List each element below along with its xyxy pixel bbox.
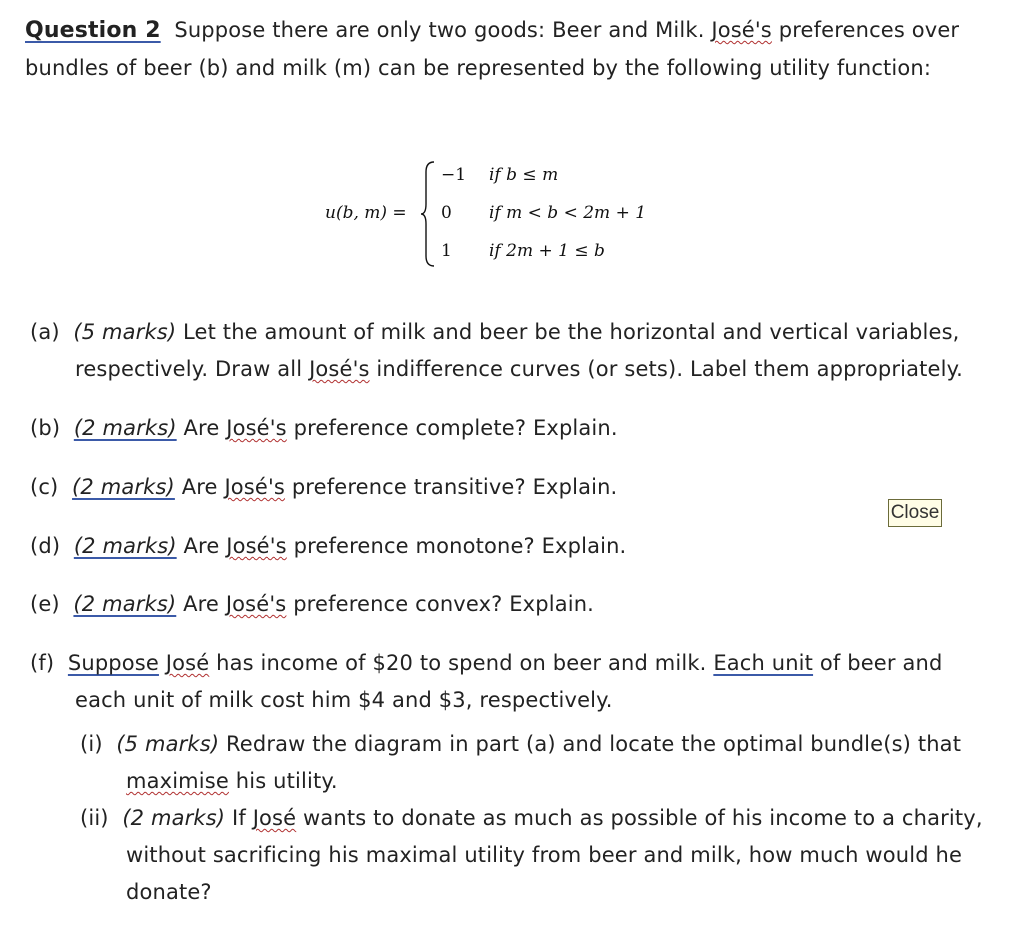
part-a-line1: (a) (5 marks) Let the amount of milk and beer be the horizontal and vertical variables,	[30, 320, 960, 344]
formula-lhs: u(b, m) =	[325, 203, 407, 223]
formula-case-2-value: 0	[441, 203, 452, 223]
part-a-line2: respectively. Draw all José's indifference curves (or sets). Label them appropriately.	[75, 357, 963, 381]
formula-case-2-condition: if m < b < 2m + 1	[489, 203, 647, 223]
close-button[interactable]: Close	[888, 499, 942, 527]
part-f-line2: each unit of milk cost him $4 and $3, respectively.	[75, 688, 613, 712]
question-label: Question 2	[25, 18, 161, 43]
part-f-ii-line3: donate?	[126, 880, 212, 904]
formula-case-3-value: 1	[441, 241, 452, 261]
formula-brace	[420, 160, 436, 268]
part-f-ii-line2: without sacrificing his maximal utility from beer and milk, how much would he	[126, 843, 963, 867]
part-b: (b) (2 marks) Are José's preference complete? Explain.	[30, 416, 618, 440]
formula-case-3-condition: if 2m + 1 ≤ b	[489, 241, 605, 261]
question-intro-line2: bundles of beer (b) and milk (m) can be represented by the following utility function:	[25, 56, 932, 80]
formula-case-1-condition: if b ≤ m	[489, 165, 559, 185]
part-d: (d) (2 marks) Are José's preference monotone? Explain.	[30, 534, 627, 558]
part-c: (c) (2 marks) Are José's preference transitive? Explain.	[30, 475, 618, 499]
part-f-ii-line1: (ii) (2 marks) If José wants to donate as much as possible of his income to a charity,	[80, 806, 983, 830]
part-f-i-line2: maximise his utility.	[126, 769, 338, 793]
part-f-line1: (f) Suppose José has income of $20 to spend on beer and milk. Each unit of beer and	[30, 651, 943, 675]
formula-case-1-value: −1	[441, 165, 467, 185]
question-intro-line1: Question 2 Suppose there are only two goods: Beer and Milk. José's preferences over	[25, 18, 960, 43]
part-f-i-line1: (i) (5 marks) Redraw the diagram in part (a) and locate the optimal bundle(s) that	[80, 732, 962, 756]
part-e: (e) (2 marks) Are José's preference convex? Explain.	[30, 592, 595, 616]
